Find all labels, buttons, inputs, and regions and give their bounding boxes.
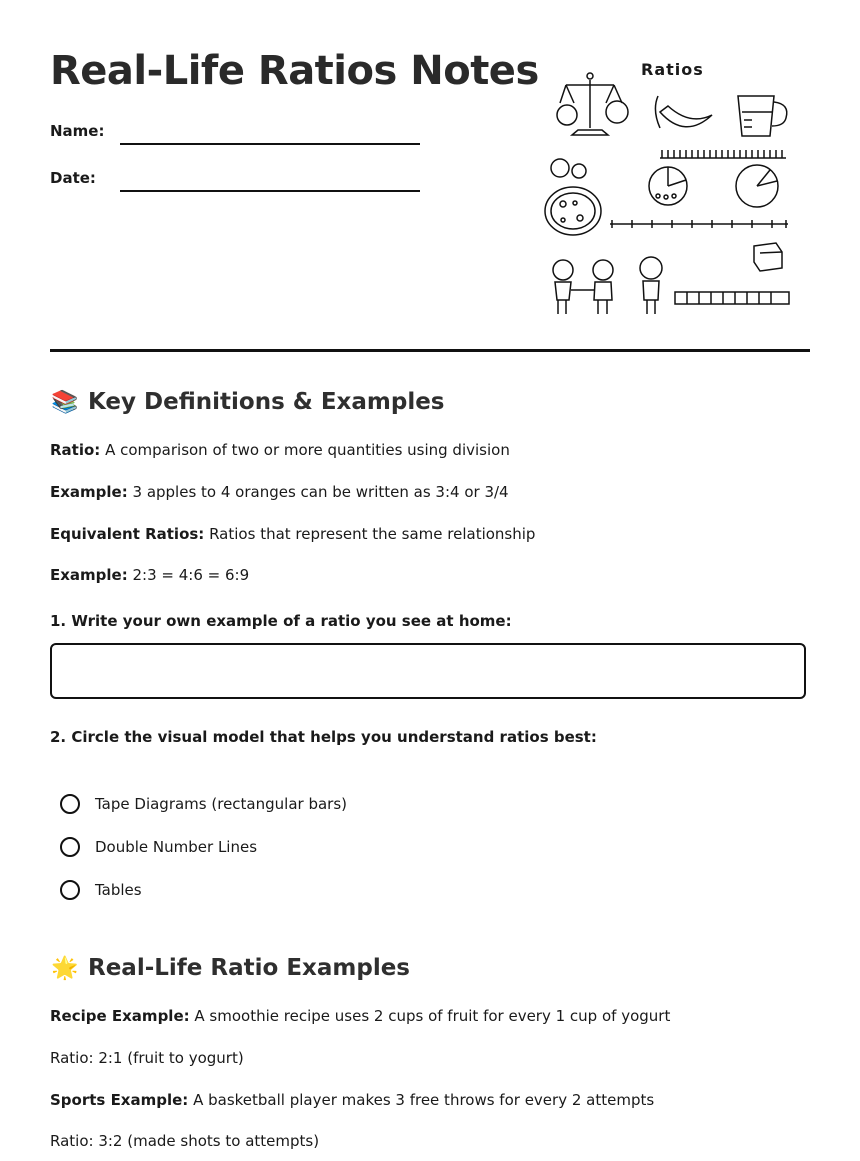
definition-example-2: Example: 2:3 = 4:6 = 6:9 (50, 566, 250, 584)
option-tables[interactable]: Tables (60, 880, 142, 900)
page-title: Real-Life Ratios Notes (50, 48, 539, 94)
examples-heading: 🌟 Real-Life Ratio Examples (51, 955, 410, 981)
illustration-title: Ratios (641, 60, 704, 79)
header-divider (50, 349, 810, 352)
recipe-ratio: Ratio: 2:1 (fruit to yogurt) (50, 1049, 244, 1067)
question-1-answer-box[interactable] (50, 643, 806, 699)
star-icon: 🌟 (51, 955, 79, 981)
sports-example: Sports Example: A basketball player makes 3 free throws for every 2 attempts (50, 1091, 655, 1109)
option-double-number-lines[interactable]: Double Number Lines (60, 837, 257, 857)
date-label: Date: (50, 169, 96, 187)
option-tape-diagrams[interactable]: Tape Diagrams (rectangular bars) (60, 794, 347, 814)
recipe-example: Recipe Example: A smoothie recipe uses 2 cups of fruit for every 1 cup of yogurt (50, 1007, 671, 1025)
books-icon: 📚 (51, 389, 79, 415)
name-field[interactable] (120, 143, 420, 145)
radio-circle[interactable] (60, 837, 80, 857)
definition-example-1: Example: 3 apples to 4 oranges can be written as 3:4 or 3/4 (50, 483, 509, 501)
sports-ratio: Ratio: 3:2 (made shots to attempts) (50, 1132, 320, 1150)
definitions-heading: 📚 Key Definitions & Examples (51, 389, 445, 415)
measuring-cup-icon (738, 96, 787, 136)
number-line-icon (660, 150, 786, 158)
radio-circle[interactable] (60, 880, 80, 900)
pie-chart-icon (649, 165, 778, 207)
radio-circle[interactable] (60, 794, 80, 814)
definition-ratio: Ratio: A comparison of two or more quantities using division (50, 441, 510, 459)
definition-equivalent-ratios: Equivalent Ratios: Ratios that represent the same relationship (50, 525, 536, 543)
balance-scale-icon (557, 73, 628, 135)
ratios-illustration (540, 56, 800, 326)
question-1: 1. Write your own example of a ratio you see at home: (50, 612, 512, 630)
question-2: 2. Circle the visual model that helps you understand ratios best: (50, 728, 597, 746)
date-field[interactable] (120, 190, 420, 192)
package-icon (754, 243, 782, 271)
children-icon (553, 257, 662, 314)
pizza-icon (545, 187, 601, 235)
name-label: Name: (50, 122, 105, 140)
banana-icon (660, 106, 712, 127)
tape-measure-icon (675, 292, 789, 304)
